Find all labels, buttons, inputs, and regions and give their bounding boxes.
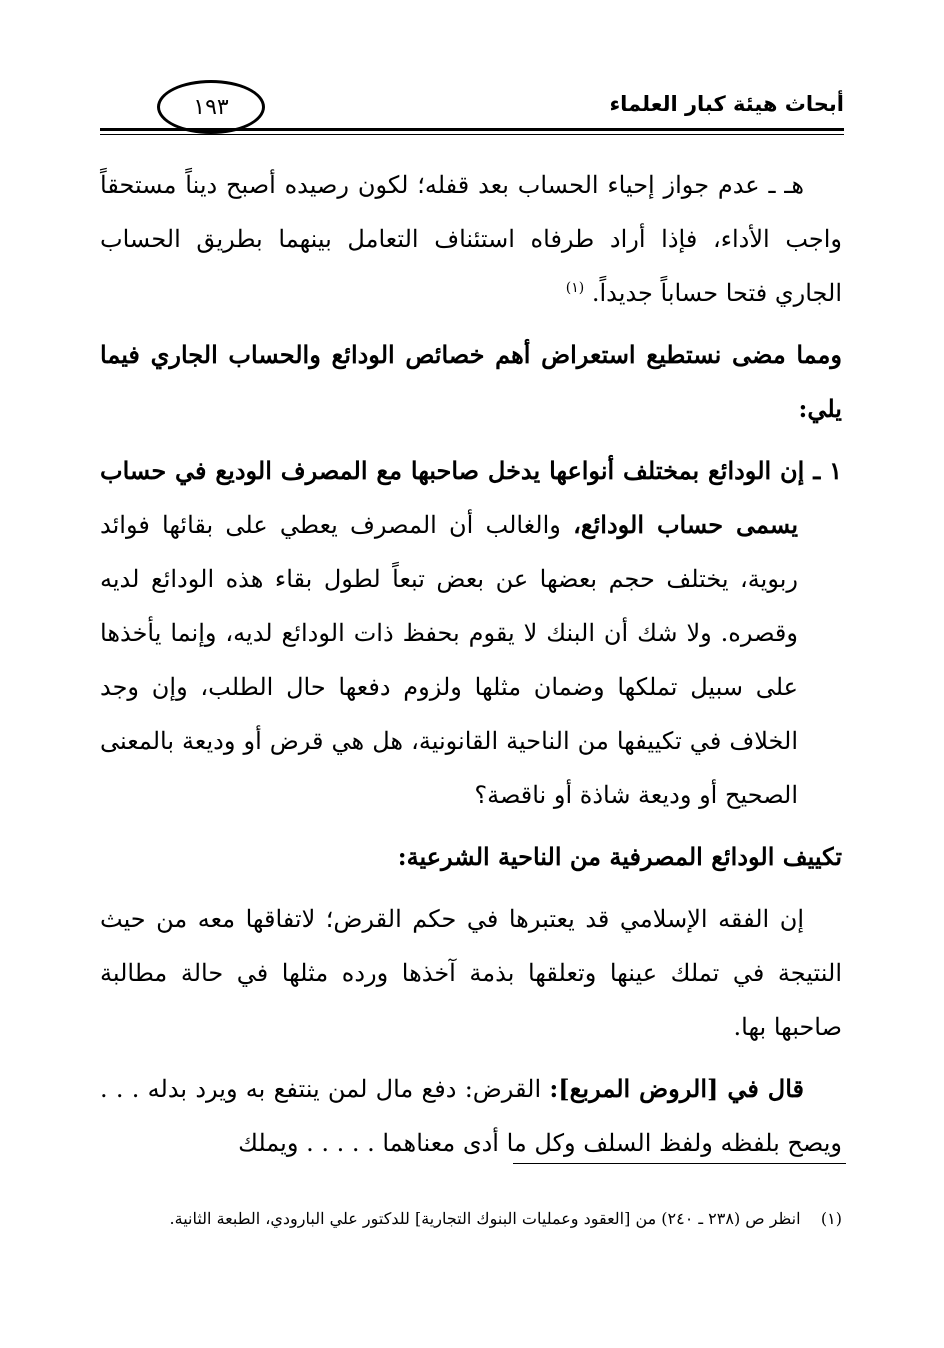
list-item-1-rest: والغالب أن المصرف يعطي على بقائها فوائد ربوية، يختلف حجم بعضها عن بعض تبعاً لطول بقاء هذه الودائع لديه وقصره. ولا شك أن البنك لا يقوم بحفظ ذات الودائع لديه، وإنما يأخذها على سبيل تملكها وضمان مثلها ولزوم دفعها حال الطلب، وإن وجد الخلاف في تكييفها من الناحية القانونية، هل هي قرض أو وديعة بالمعنى الصحيح أو وديعة شاذة أو ناقصة؟ [100, 511, 799, 809]
header-rule-thick [100, 128, 844, 131]
footnote-number: (١) [820, 1209, 842, 1228]
footnote-divider [513, 1163, 846, 1164]
main-text [100, 158, 842, 1170]
section-heading: تكييف الودائع المصرفية من الناحية الشرعية: [397, 842, 842, 871]
paragraph-he: هـ ـ عدم جواز إحياء الحساب بعد قفله؛ لكون رصيده أصبح ديناً مستحقاً واجب الأداء، فإذا أراد طرفاه استئناف التعامل بينهما بطريق الحساب الجاري فتحا حساباً جديداً. $^{(١)}$ [100, 171, 842, 307]
page-number: ١٩٣ [193, 94, 229, 120]
list-item-1 [100, 444, 842, 822]
quote-text: القرض: دفع مال لمن ينتفع به ويرد بدله . . . ويصح بلفظه ولفظ السلف وكل ما أدى معناهما . . . . . ويملك [100, 1075, 842, 1157]
footnote-ref: (١) [565, 280, 585, 296]
list-item-1-bold: ١ ـ إن الودائع بمختلف أنواعها يدخل صاحبها مع المصرف الوديع في حساب يسمى حساب الودائع، [100, 456, 842, 539]
footnote [100, 1205, 842, 1233]
quote-source: قال في [الروض المربع]: [549, 1074, 805, 1103]
footnote-text: انظر ص (٢٣٨ ـ ٢٤٠) من [العقود وعمليات البنوك التجارية] للدكتور علي البارودي، الطبعة الثانية. [169, 1209, 801, 1228]
header-rule-thin [100, 134, 844, 135]
paragraph-summary: ومما مضى نستطيع استعراض أهم خصائص الودائع والحساب الجاري فيما يلي: [100, 340, 842, 423]
page-number-oval [157, 80, 265, 134]
paragraph-qal [100, 1062, 842, 1170]
paragraph-fiqh: إن الفقه الإسلامي قد يعتبرها في حكم القرض؛ لاتفاقها معه من حيث النتيجة في تملك عينها وتعلقها بذمة آخذها ورده مثلها في حالة مطالبة صاحبها بها. [100, 905, 842, 1041]
running-header-title: أبحاث هيئة كبار العلماء [609, 92, 844, 116]
